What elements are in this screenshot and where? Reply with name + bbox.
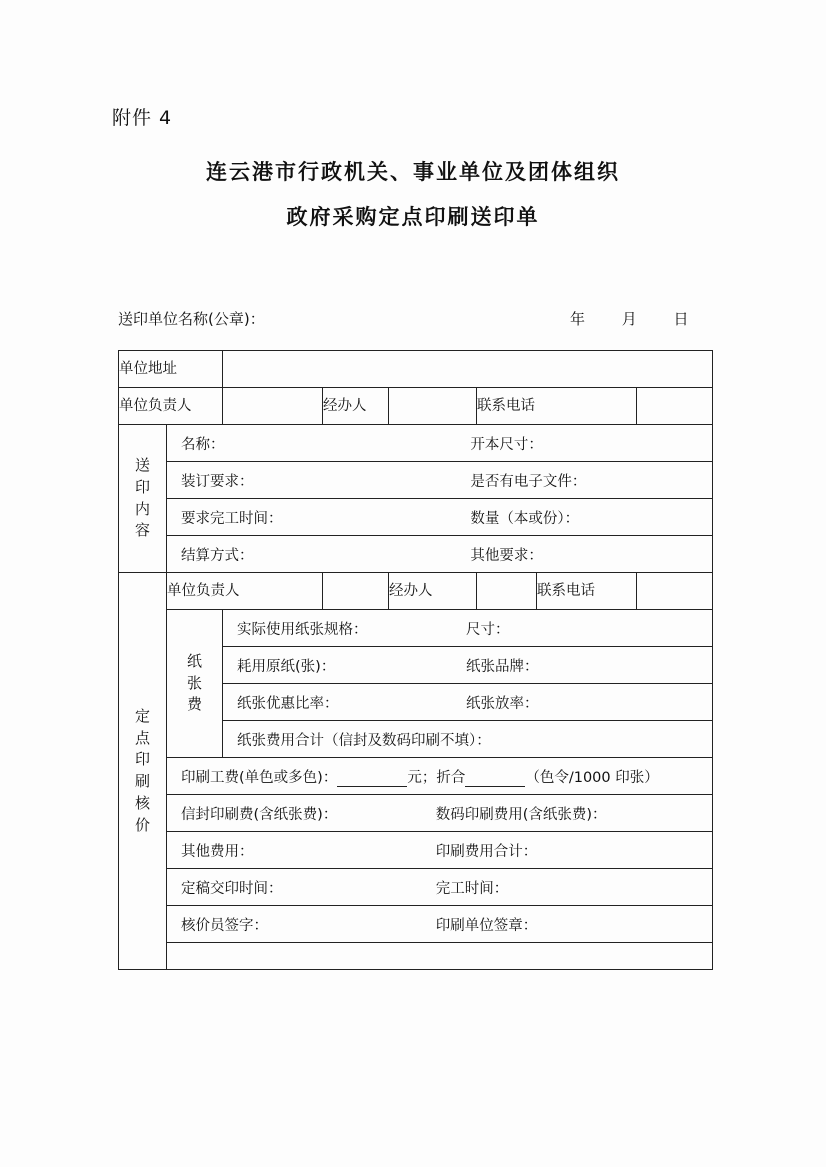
send-row-cell[interactable] — [167, 425, 713, 462]
paper-row-right: 纸张品牌： — [465, 658, 539, 675]
send-row-cell[interactable] — [167, 536, 713, 573]
vlabel-char: 费 — [186, 695, 202, 714]
attachment-label: 附件 4 — [112, 107, 173, 129]
paper-row-left: 耗用原纸(张)： — [237, 658, 336, 675]
print-fee-part3: （色令/1000 印张） — [525, 769, 659, 786]
price-row-right: 印刷单位签章： — [435, 917, 538, 934]
print-fee-part2: 元；折合 — [407, 769, 466, 786]
print-fee-cell[interactable] — [167, 758, 713, 795]
send-row-left: 名称： — [181, 436, 225, 453]
date-label: 年 月 日 — [570, 310, 705, 328]
table-row — [119, 610, 713, 647]
address-value-cell[interactable] — [223, 351, 713, 388]
paper-row-cell[interactable] — [223, 647, 713, 684]
person-in-charge-value[interactable] — [223, 388, 323, 425]
handler-value[interactable] — [389, 388, 477, 425]
table-row — [119, 499, 713, 536]
print-fee-part1: 印刷工费(单色或多色)： — [181, 769, 338, 786]
table-row — [119, 351, 713, 388]
send-row-right: 数量（本或份）： — [470, 510, 580, 527]
table-row — [119, 425, 713, 462]
vlabel-char: 容 — [134, 521, 150, 540]
unit-name-label: 送印单位名称(公章)： — [118, 310, 265, 328]
price-row-left: 信封印刷费(含纸张费)： — [181, 806, 338, 823]
vlabel-char: 纸 — [186, 651, 202, 670]
table-row — [119, 462, 713, 499]
table-row — [119, 943, 713, 970]
vlabel-char: 送 — [134, 456, 150, 474]
price-phone-value[interactable] — [637, 573, 713, 610]
table-row — [119, 869, 713, 906]
send-row-cell[interactable] — [167, 462, 713, 499]
price-row-spacer — [167, 943, 713, 970]
price-row-cell[interactable] — [167, 832, 713, 869]
paper-row-left: 实际使用纸张规格： — [237, 621, 368, 638]
person-in-charge-label: 单位负责人 — [119, 388, 223, 425]
send-row-left: 要求完工时间： — [181, 510, 283, 527]
send-row-right: 开本尺寸： — [470, 436, 543, 453]
price-handler-label: 经办人 — [389, 573, 477, 610]
price-row-cell[interactable] — [167, 869, 713, 906]
table-row — [119, 832, 713, 869]
title-line-1: 连云港市行政机关、事业单位及团体组织 — [206, 160, 620, 184]
price-person-in-charge-label: 单位负责人 — [167, 573, 323, 610]
price-person-in-charge-value[interactable] — [323, 573, 389, 610]
price-phone-label: 联系电话 — [537, 573, 637, 610]
price-row-cell[interactable] — [167, 795, 713, 832]
paper-total-label: 纸张费用合计（信封及数码印刷不填）： — [237, 732, 491, 749]
vlabel-char: 点 — [134, 728, 150, 747]
paper-row-left: 纸张优惠比率： — [237, 695, 339, 712]
send-row-left: 结算方式： — [181, 547, 254, 564]
price-row-right: 完工时间： — [435, 880, 509, 897]
price-row-cell[interactable] — [167, 906, 713, 943]
form-meta-row — [118, 308, 718, 329]
table-row — [119, 388, 713, 425]
phone-label: 联系电话 — [477, 388, 637, 425]
paper-row-right: 纸张放率： — [465, 695, 539, 712]
send-row-right: 其他要求： — [470, 547, 543, 564]
paper-row-cell[interactable] — [223, 721, 713, 758]
price-vertical-label — [119, 573, 167, 970]
handler-label: 经办人 — [323, 388, 389, 425]
vlabel-char: 核 — [134, 793, 150, 812]
price-row-right: 数码印刷费用(含纸张费)： — [435, 806, 607, 823]
paper-row-cell[interactable] — [223, 684, 713, 721]
send-content-vertical-label — [119, 425, 167, 573]
vlabel-char: 印 — [134, 750, 150, 769]
paper-fee-vertical-label — [167, 610, 223, 758]
send-row-cell[interactable] — [167, 499, 713, 536]
price-row-left: 其他费用： — [181, 843, 254, 860]
print-fee-blank-1[interactable] — [337, 771, 407, 787]
title-line-2: 政府采购定点印刷送印单 — [286, 205, 540, 229]
table-row — [119, 536, 713, 573]
vlabel-char: 刷 — [134, 772, 150, 790]
print-fee-blank-2[interactable] — [465, 771, 525, 787]
table-row — [119, 573, 713, 610]
phone-value[interactable] — [637, 388, 713, 425]
price-row-right: 印刷费用合计： — [435, 843, 538, 860]
paper-row-cell[interactable] — [223, 610, 713, 647]
price-row-left: 核价员签字： — [181, 917, 268, 934]
price-row-left: 定稿交印时间： — [181, 880, 283, 897]
address-label-cell: 单位地址 — [119, 351, 223, 388]
table-row — [119, 758, 713, 795]
paper-row-right: 尺寸： — [465, 621, 510, 638]
send-row-right: 是否有电子文件： — [470, 473, 587, 490]
vlabel-char: 印 — [134, 477, 150, 496]
vlabel-char: 内 — [134, 499, 150, 518]
vlabel-char: 定 — [134, 706, 150, 725]
send-row-left: 装订要求： — [181, 473, 254, 490]
table-row — [119, 795, 713, 832]
vlabel-char: 价 — [134, 815, 150, 834]
price-handler-value[interactable] — [477, 573, 537, 610]
send-print-form-table — [118, 350, 713, 970]
document-title — [0, 150, 826, 240]
vlabel-char: 张 — [186, 673, 202, 692]
table-row — [119, 906, 713, 943]
